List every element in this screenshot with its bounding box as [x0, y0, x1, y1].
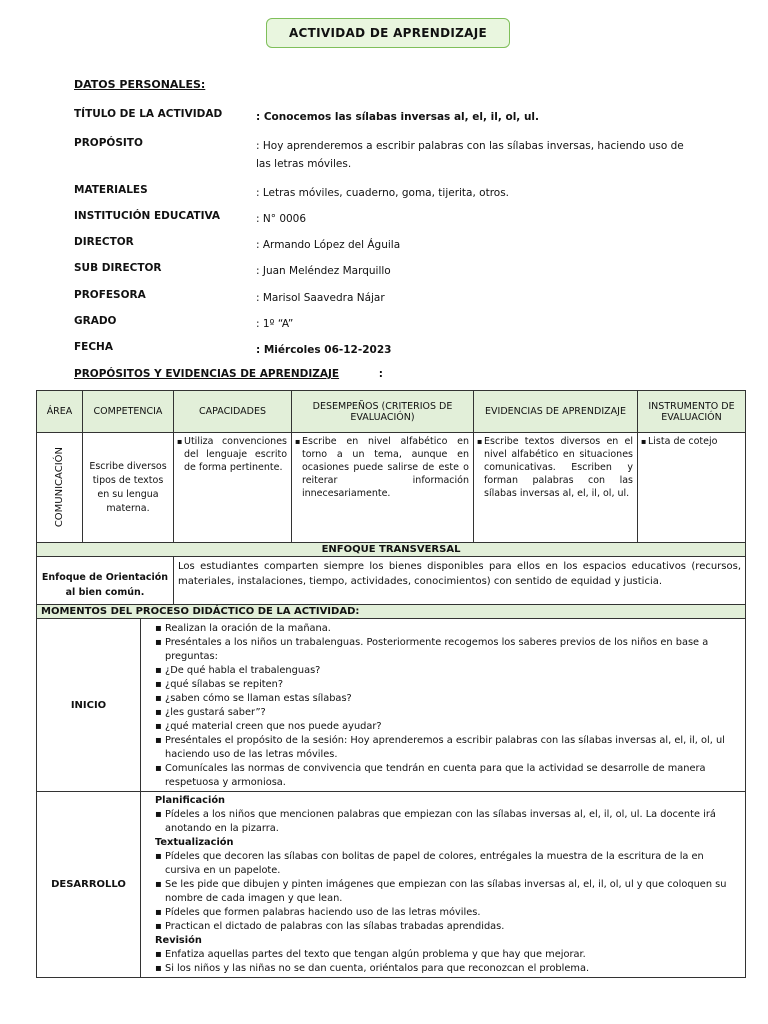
- instrumento-cell: [638, 433, 746, 543]
- desempenos-item: ▪ Escribe en nivel alfabético en torno a un tema, aunque en ocasiones puede salirse de este o reiterar información innecesariamente.: [302, 435, 469, 500]
- header-instrumento: INSTRUMENTO DE EVALUACIÓN: [638, 391, 746, 433]
- enfoque-text: Los estudiantes comparten siempre los bienes disponibles para ellos en los espacios educativos (recursos, materiales, instalaciones, tiempo, actividades, conocimientos) con sentido de equidad y justicia.: [174, 557, 746, 613]
- momentos-heading: MOMENTOS DEL PROCESO DIDÁCTICO DE LA ACTIVIDAD:: [37, 605, 746, 619]
- datos-value: : N° 0006: [256, 213, 307, 225]
- inicio-item: ▪ Comunícales las normas de convivencia que tendrán en cuenta para que la actividad se desarrolle de manera respetuosa y armoniosa.: [165, 762, 741, 790]
- textualizacion-item: ▪ Se les pide que dibujen y pinten imágenes que empiezan con las sílabas inversas al, el, il, ol, ul y que coloquen su nombre de cada imagen y que lean.: [165, 878, 741, 906]
- instrumento-item: ▪ Lista de cotejo: [648, 435, 741, 448]
- momentos-table: [36, 604, 746, 978]
- enfoque-heading: ENFOQUE TRANSVERSAL: [37, 543, 746, 557]
- datos-value: : Hoy aprenderemos a escribir palabras con las sílabas inversas, haciendo uso de las letras móviles.: [256, 140, 684, 170]
- datos-value: : Juan Meléndez Marquillo: [256, 265, 391, 277]
- datos-label: FECHA: [74, 341, 113, 353]
- revision-item: ▪ Si los niños y las niñas no se dan cuenta, oriéntalos para que reconozcan el problema.: [165, 962, 741, 976]
- inicio-item: ▪ Realizan la oración de la mañana.: [165, 622, 741, 636]
- datos-label: DIRECTOR: [74, 236, 134, 248]
- capacidades-cell: [174, 433, 292, 543]
- area-cell: [37, 433, 83, 543]
- inicio-item: ▪ ¿qué material creen que nos puede ayudar?: [165, 720, 741, 734]
- desarrollo-label: DESARROLLO: [37, 792, 141, 978]
- area-text: COMUNICACIÓN: [54, 447, 65, 528]
- capacidades-item: ▪ Utiliza convenciones del lenguaje escrito de forma pertinente.: [184, 435, 287, 474]
- planificacion-item: ▪ Pídeles a los niños que mencionen palabras que empiezan con las sílabas inversas al, el, il, ol, ul. La docente irá anotando en la pizarra.: [165, 808, 741, 836]
- document-title: ACTIVIDAD DE APRENDIZAJE: [266, 18, 510, 48]
- textualizacion-heading: Textualización: [155, 837, 234, 848]
- inicio-item: ▪ Preséntales a los niños un trabalenguas. Posteriormente recogemos los saberes previos de los niños en base a preguntas:: [165, 636, 741, 664]
- datos-value: : Armando López del Águila: [256, 239, 401, 251]
- inicio-content: [141, 619, 746, 792]
- desarrollo-content: [141, 792, 746, 978]
- textualizacion-item: ▪ Practican el dictado de palabras con las sílabas trabadas aprendidas.: [165, 920, 741, 934]
- inicio-item: ▪ Preséntales el propósito de la sesión: Hoy aprenderemos a escribir palabras con las sílabas inversas al, el, il, ol, ul haciendo uso de las letras móviles.: [165, 734, 741, 762]
- textualizacion-item: ▪ Pídeles que formen palabras haciendo uso de las letras móviles.: [165, 906, 741, 920]
- inicio-item: ▪ ¿qué sílabas se repiten?: [165, 678, 741, 692]
- datos-value: : Marisol Saavedra Nájar: [256, 292, 385, 304]
- datos-value: : Conocemos las sílabas inversas al, el, il, ol, ul.: [256, 111, 540, 123]
- competencia-cell: Escribe diversos tipos de textos en su lengua materna.: [83, 433, 174, 543]
- propositos-colon: :: [378, 368, 383, 380]
- datos-label: TÍTULO DE LA ACTIVIDAD: [74, 108, 223, 120]
- propositos-heading: [74, 368, 383, 380]
- datos-label: INSTITUCIÓN EDUCATIVA: [74, 210, 221, 222]
- textualizacion-item: ▪ Pídeles que decoren las sílabas con bolitas de papel de colores, entrégales la muestra de la escritura de la en cursiva en un papelote.: [165, 850, 741, 878]
- header-area: ÁREA: [37, 391, 83, 433]
- inicio-item: ▪ ¿De qué habla el trabalenguas?: [165, 664, 741, 678]
- inicio-label: INICIO: [37, 619, 141, 792]
- enfoque-table: [36, 542, 746, 613]
- evidencias-cell: [474, 433, 638, 543]
- datos-label: PROFESORA: [74, 289, 146, 301]
- header-evidencias: EVIDENCIAS DE APRENDIZAJE: [474, 391, 638, 433]
- datos-heading: DATOS PERSONALES:: [74, 78, 206, 91]
- datos-value: : Letras móviles, cuaderno, goma, tijerita, otros.: [256, 187, 510, 199]
- datos-label: MATERIALES: [74, 184, 148, 196]
- revision-item: ▪ Enfatiza aquellas partes del texto que tengan algún problema y que hay que mejorar.: [165, 948, 741, 962]
- header-desempenos: DESEMPEÑOS (CRITERIOS DE EVALUACIÓN): [292, 391, 474, 433]
- enfoque-label: Enfoque de Orientación al bien común.: [37, 557, 174, 613]
- evidencias-item: ▪ Escribe textos diversos en el nivel alfabético en situaciones comunicativas. Escriben y forman palabras con las sílabas inversas al, el, il, ol, ul.: [484, 435, 633, 500]
- inicio-item: ▪ ¿saben cómo se llaman estas sílabas?: [165, 692, 741, 706]
- header-competencia: COMPETENCIA: [83, 391, 174, 433]
- datos-value: : Miércoles 06-12-2023: [256, 344, 392, 356]
- datos-label: PROPÓSITO: [74, 137, 143, 149]
- inicio-item: ▪ ¿les gustará saber”?: [165, 706, 741, 720]
- revision-heading: Revisión: [155, 935, 202, 946]
- desempenos-cell: [292, 433, 474, 543]
- datos-label: SUB DIRECTOR: [74, 262, 162, 274]
- header-capacidades: CAPACIDADES: [174, 391, 292, 433]
- propositos-heading-text: PROPÓSITOS Y EVIDENCIAS DE APRENDIZAJE: [74, 368, 340, 380]
- propositos-table: [36, 390, 746, 543]
- planificacion-heading: Planificación: [155, 795, 226, 806]
- datos-value: : 1º “A”: [256, 318, 294, 330]
- datos-label: GRADO: [74, 315, 117, 327]
